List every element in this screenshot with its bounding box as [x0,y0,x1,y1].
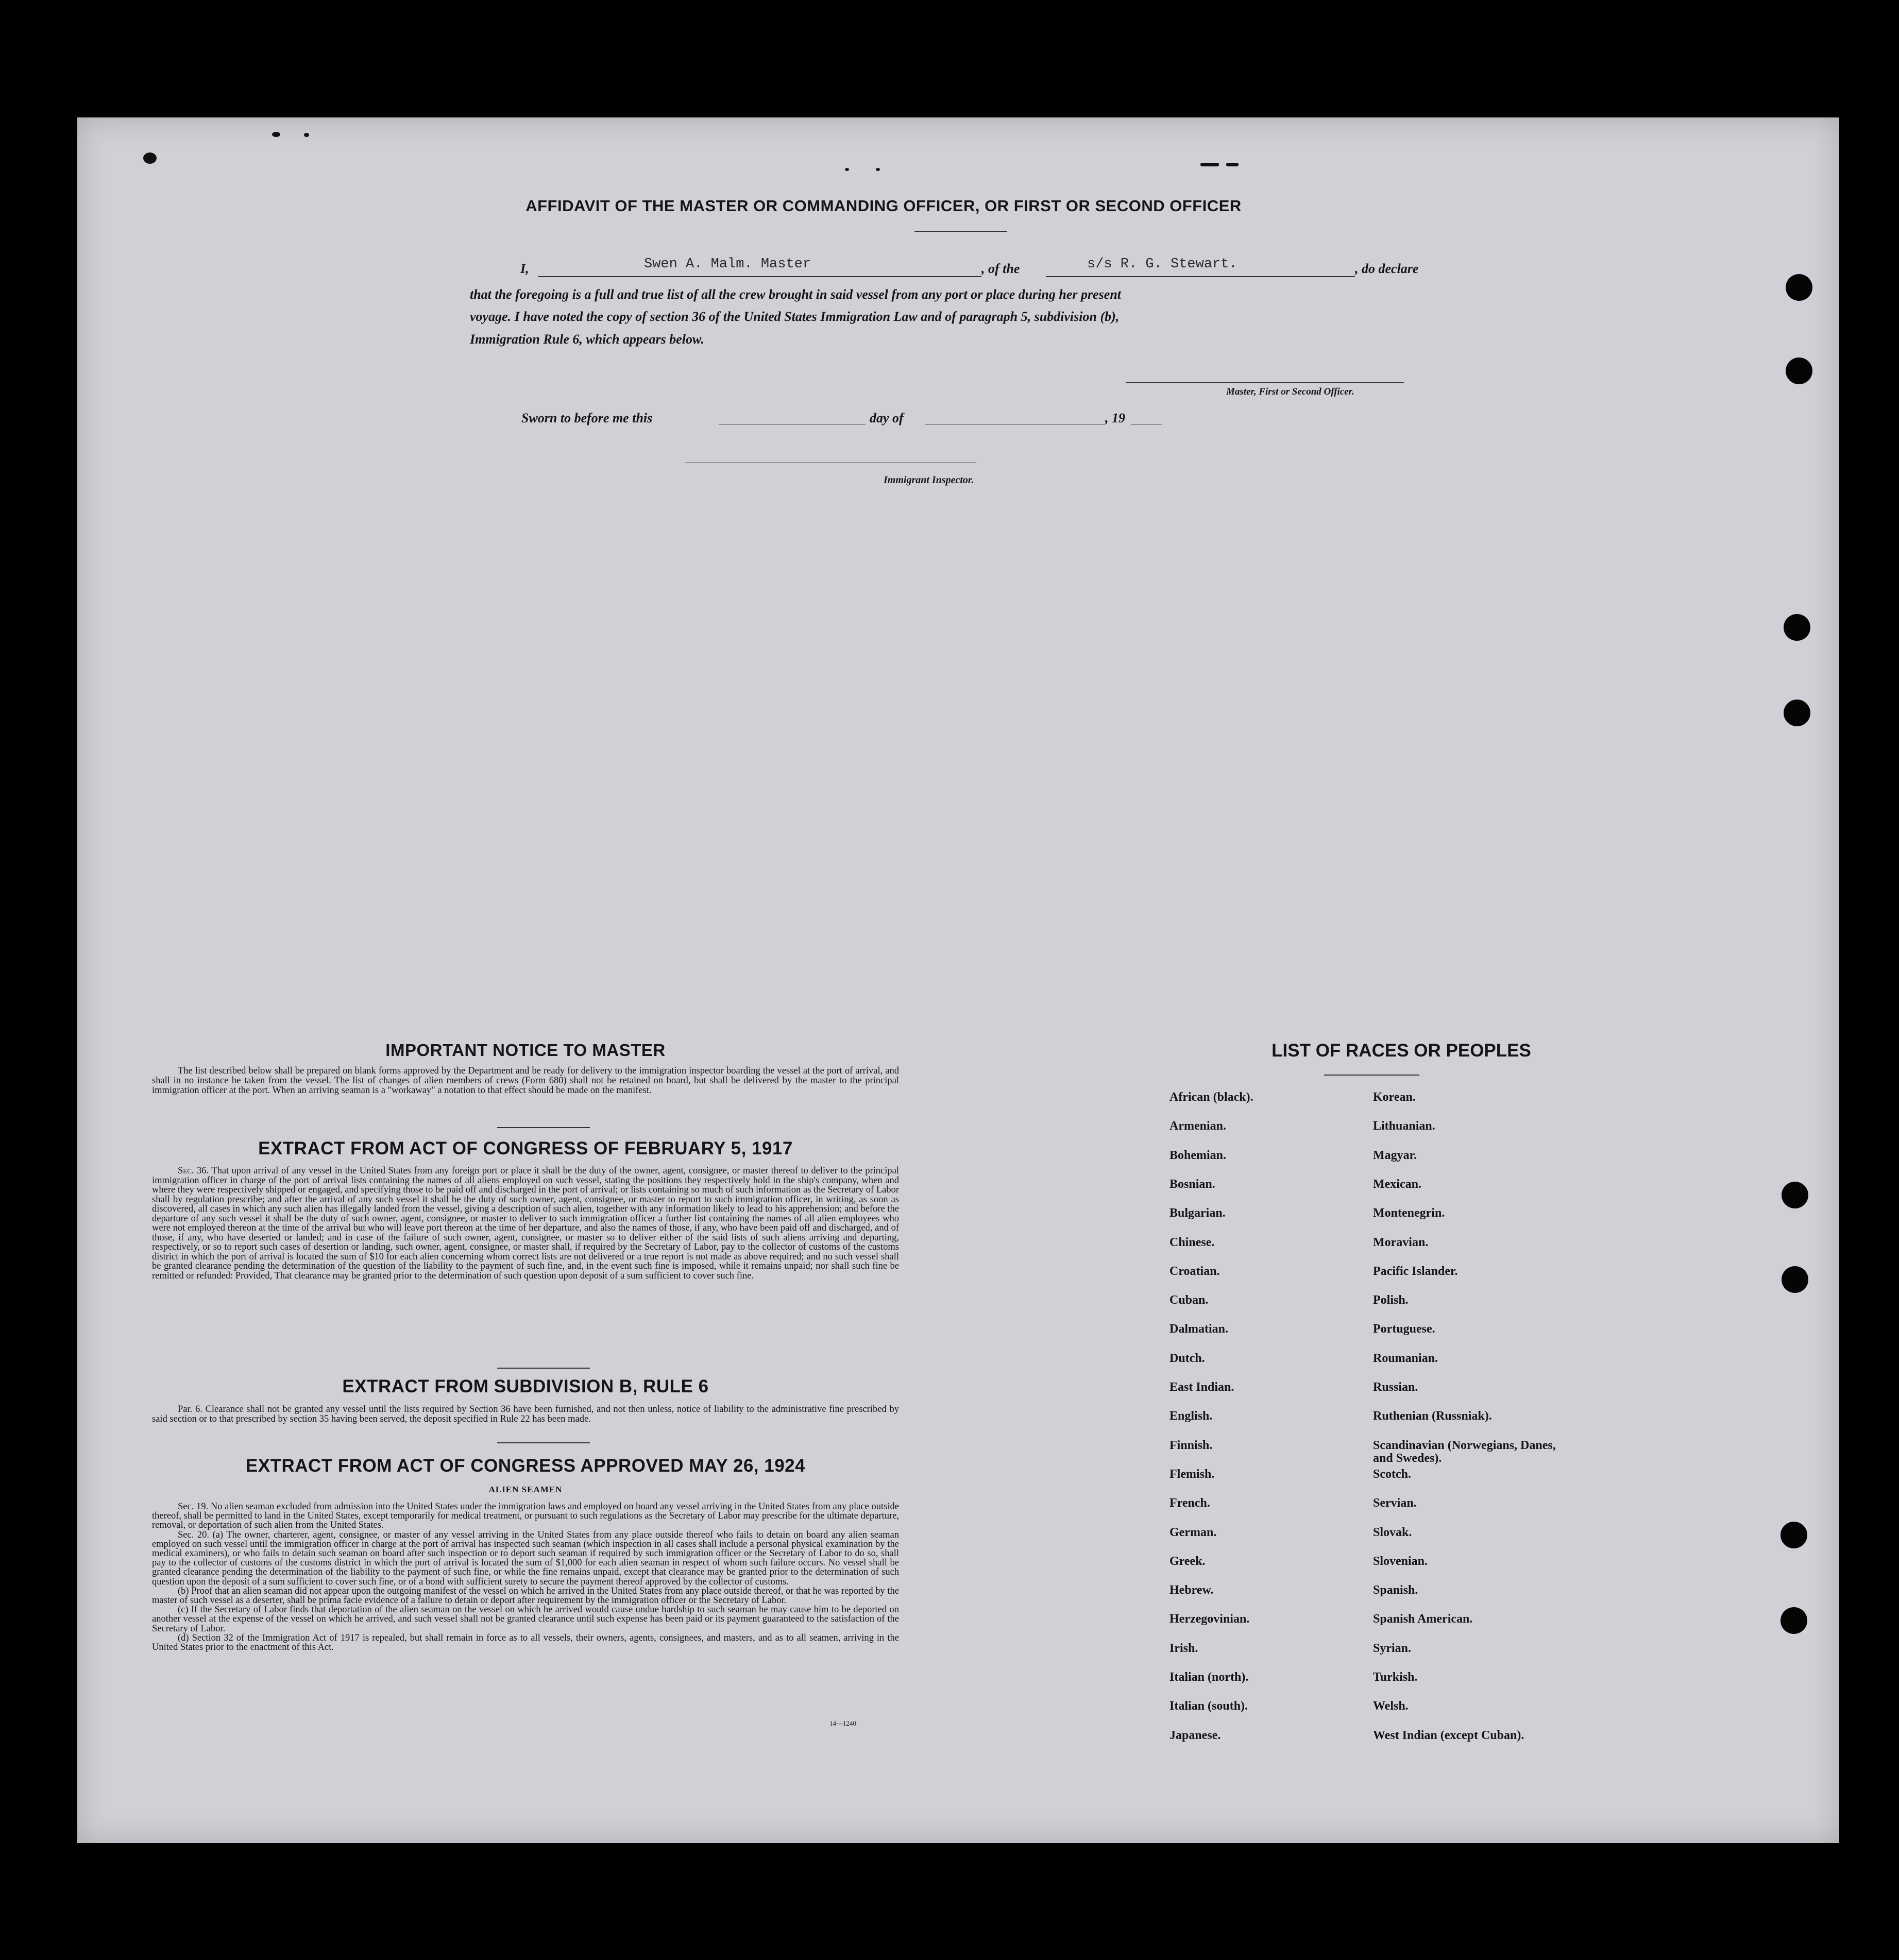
notice-title: IMPORTANT NOTICE TO MASTER [385,1041,666,1060]
sec20a-paragraph: Sec. 20. (a) The owner, charterer, agent, consignee, or master of any vessel arriving in the United States from any place outside thereof who fails to detain on board any alien seaman employed on such vessel until the immigration officer in charge at the port of arrival has inspected such seaman (which inspection in all cases shall include a personal physical examination by the medical examiners), or who fails to detain such seaman on board after such inspection or to deport such seaman if required by such immigration officer or the Secretary of Labor to do so, shall pay to the collector of customs of the customs district in which the port of arrival is located the sum of $1,000 for each alien seaman in respect of whom such failure occurs. No vessel shall be granted clearance pending the determination of the liability to the payment of such fine, or while the fine remains unpaid, except that clearance may be granted prior to the determination of such question upon the deposit of a sum sufficient to cover such fine, or of a bond with sufficient surety to secure the payment thereof approved by the collector of customs. [152,1529,899,1587]
race-item: Cuban. [1169,1293,1209,1307]
race-item: Japanese. [1169,1728,1221,1742]
ink-speck [1226,163,1239,166]
race-item: Greek. [1169,1554,1206,1568]
notice-body-text: The list described below shall be prepared on blank forms approved by the Department and be ready for delivery to the immigration inspector boarding the vessel at the port of arrival, and shall in no instance be taken from the vessel. The list of changes of alien members of crews (Form 680) shall not be retained on board, but shall be delivered by the master to the principal immigration officer at the port. When an arriving seaman is a "workaway" a notation to that effect should be made on the manifest. [152,1066,899,1096]
race-item: French. [1169,1496,1210,1510]
section-text: That upon arrival of any vessel in the United States from any foreign port or place it shall be the duty of the owner, agent, consignee, or master thereof to deliver to the principal immigration officer in charge of the port of arrival lists containing the names of all aliens employed on such vessel, stating the positions they respectively hold in the ship's company, when and where they were respectively shipped or engaged, and specifying those to be paid off and discharged in the port of arrival; or lists containing so much of such information as the Secretary of Labor shall by regulation prescribe; and after the arrival of any such vessel it shall be the duty of such owner, agent, consignee, or master to report to such immigration officer, in writing, as soon as discovered, all cases in which any such alien has illegally landed from the vessel, giving a description of such alien, together with any information likely to lead to his apprehension; and before the departure of any such vessel it shall be the duty of such owner, agent, consignee, or master to deliver to such immigration officer a further list containing the names of all alien employees who were not employed thereon at the time of the arrival but who will leave port thereon at the time of her departure, and also the names of those, if any, who have been paid off and discharged, and of those, if any, who have deserted or landed; and in case of the failure of such owner, agent, consignee, or master so to deliver either of the said lists of such aliens arriving and departing, respectively, or so to report such cases of desertion or landing, such owner, agent, consignee, or master shall, if required by the Secretary of Labor, pay to the collector of customs of the customs district in which the port of arrival is located the sum of $10 for each alien concerning whom correct lists are not delivered or a true report is not made as above required; and no such vessel shall be granted clearance pending the determination of the question of the liability to the payment of such fine, and, in the event such fine is imposed, while it remains unpaid; nor shall such fine be remitted or refunded: Provided, That clearance may be granted prior to the determination of such question upon deposit of a sum sufficient to cover such fine. [152,1166,899,1281]
race-item: Dutch. [1169,1351,1205,1365]
affidavit-text-line-4: Immigration Rule 6, which appears below. [470,332,704,347]
day-of-label: day of [870,411,904,425]
signature-line [1126,382,1404,383]
extract-1917-body [152,1166,899,1281]
races-title: LIST OF RACES OR PEOPLES [1271,1041,1531,1061]
race-item: Ruthenian (Russniak). [1373,1409,1492,1423]
race-item: Dalmatian. [1169,1322,1228,1336]
extract-1924-title: EXTRACT FROM ACT OF CONGRESS APPROVED MAY 26, 1924 [245,1456,806,1476]
race-item: Welsh. [1373,1699,1409,1713]
punch-hole [1786,274,1812,301]
extract-rule6-body [152,1405,899,1424]
signature-caption: Master, First or Second Officer. [1226,386,1354,397]
sec19-paragraph: Sec. 19. No alien seaman excluded from admission into the United States under the immigration laws and employed on board any vessel arriving in the United States from any place outside thereof, shall be permitted to land in the United States, except temporarily for medical treatment, or pursuant to such regulations as the Secretary of Labor may prescribe for the ultimate departure, removal, or deportation of such alien from the United States. [152,1502,899,1531]
sec20c-paragraph: (c) If the Secretary of Labor finds that deportation of the alien seaman on the vessel on which he arrived would cause undue hardship to such seaman he may cause him to be deported on another vessel at the expense of the vessel on which he arrived, and such vessel shall not be granted clearance until such expense has been paid or its payment guaranteed to the satisfaction of the Secretary of Labor. [152,1605,899,1634]
master-name-line [538,276,981,277]
race-item: Mexican. [1373,1177,1421,1191]
extract-1917-title: EXTRACT FROM ACT OF CONGRESS OF FEBRUARY 5, 1917 [258,1138,793,1158]
race-item: Hebrew. [1169,1583,1214,1597]
ink-speck [143,152,157,164]
of-the-label: , of the [981,261,1020,276]
race-item: Bosnian. [1169,1177,1215,1191]
race-item: Magyar. [1373,1148,1417,1162]
vessel-name-line [1046,276,1355,277]
race-item: German. [1169,1525,1217,1539]
race-item: Scotch. [1373,1467,1411,1481]
sec20d-paragraph: (d) Section 32 of the Immigration Act of 1917 is repealed, but shall remain in force as to all vessels, their owners, agents, consignees, and masters, and as to all seamen, arriving in the United States prior to the enactment of this Act. [152,1632,899,1653]
affidavit-title: AFFIDAVIT OF THE MASTER OR COMMANDING OFFICER, OR FIRST OR SECOND OFFICER [525,197,1242,215]
race-item: Syrian. [1373,1641,1412,1655]
race-item: Lithuanian. [1373,1119,1435,1133]
race-item: Pacific Islander. [1373,1264,1458,1278]
extract-1917-divider [497,1368,590,1369]
race-item: Irish. [1169,1641,1198,1655]
race-item: English. [1169,1409,1213,1423]
race-item: Roumanian. [1373,1351,1438,1365]
extract-rule6-title: EXTRACT FROM SUBDIVISION B, RULE 6 [342,1376,709,1396]
sec20b-paragraph: (b) Proof that an alien seaman did not appear upon the outgoing manifest of the vessel on which he arrived in the United States from any place outside thereof, or that he was reported by the master of such vessel as a deserter, shall be prima facie evidence of a failure to detain or deport after requirement by the immigration officer or the Secretary of Labor. [152,1586,899,1606]
section-label: Sec. 36. [178,1166,209,1176]
race-item: Finnish. [1169,1438,1213,1452]
extract-1924-body [152,1502,899,1652]
race-item: Italian (north). [1169,1671,1249,1684]
form-number: 14—1240 [829,1719,856,1727]
punch-hole [1784,614,1810,641]
race-item: West Indian (except Cuban). [1373,1728,1524,1742]
vessel-name-value: s/s R. G. Stewart. [1087,257,1237,272]
race-item: Polish. [1373,1293,1409,1307]
race-item: Spanish. [1373,1583,1418,1597]
race-item: Bohemian. [1169,1148,1227,1162]
inspector-caption: Immigrant Inspector. [884,474,974,486]
races-title-underline [1324,1075,1419,1076]
race-item: Portuguese. [1373,1322,1435,1336]
race-item: Turkish. [1373,1671,1418,1684]
notice-divider [497,1127,590,1128]
affidavit-i-label: I, [520,261,529,276]
punch-hole [1781,1522,1807,1548]
ink-speck [304,133,309,137]
race-item: Flemish. [1169,1467,1215,1481]
punch-hole [1781,1607,1807,1634]
race-item: Korean. [1373,1090,1416,1104]
punch-hole [1782,1266,1808,1293]
race-item: Croatian. [1169,1264,1220,1278]
race-item: East Indian. [1169,1380,1234,1394]
ink-speck [876,168,880,171]
race-item: Armenian. [1169,1119,1226,1133]
extract-1917-paragraph [152,1166,899,1281]
race-item: Slovak. [1373,1525,1412,1539]
race-item: Moravian. [1373,1235,1429,1249]
title-underline [914,231,1007,232]
race-item: African (black). [1169,1090,1253,1104]
affidavit-text-line-2: that the foregoing is a full and true list of all the crew brought in said vessel from any port or place during her present [470,287,1122,302]
punch-hole [1782,1182,1808,1208]
punch-hole [1786,357,1812,384]
affidavit-text-line-3: voyage. I have noted the copy of section 36 of the United States Immigration Law and of paragraph 5, subdivision (b), [470,309,1120,324]
notice-body [152,1066,899,1096]
master-name-value: Swen A. Malm. Master [644,257,811,272]
declare-label: , do declare [1355,261,1419,276]
extract-rule6-divider [497,1442,590,1443]
ink-speck [845,168,849,171]
extract-1924-subtitle: ALIEN SEAMEN [488,1485,563,1494]
race-item: Spanish American. [1373,1612,1473,1626]
race-item: Herzegovinian. [1169,1612,1250,1626]
ink-speck [1200,163,1219,166]
ink-speck [272,132,280,137]
extract-rule6-paragraph: Par. 6. Clearance shall not be granted any vessel until the lists required by Section 36 have been furnished, and not then unless, notice of liability to the administrative fine prescribed by said section or to that prescribed by section 35 having been served, the deposit specified in Rule 22 has been made. [152,1404,899,1424]
race-item: Russian. [1373,1380,1418,1394]
race-item: Slovenian. [1373,1554,1428,1568]
race-item: Servian. [1373,1496,1417,1510]
sworn-label: Sworn to before me this [521,411,653,425]
race-item: Montenegrin. [1373,1206,1445,1220]
race-item: Italian (south). [1169,1699,1248,1713]
race-item: Scandinavian (Norwegians, Danes, and Swedes). [1373,1438,1556,1465]
race-item: Bulgarian. [1169,1206,1226,1220]
punch-hole [1784,700,1810,726]
year-label: , 19 [1105,411,1125,425]
race-item: Chinese. [1169,1235,1215,1249]
